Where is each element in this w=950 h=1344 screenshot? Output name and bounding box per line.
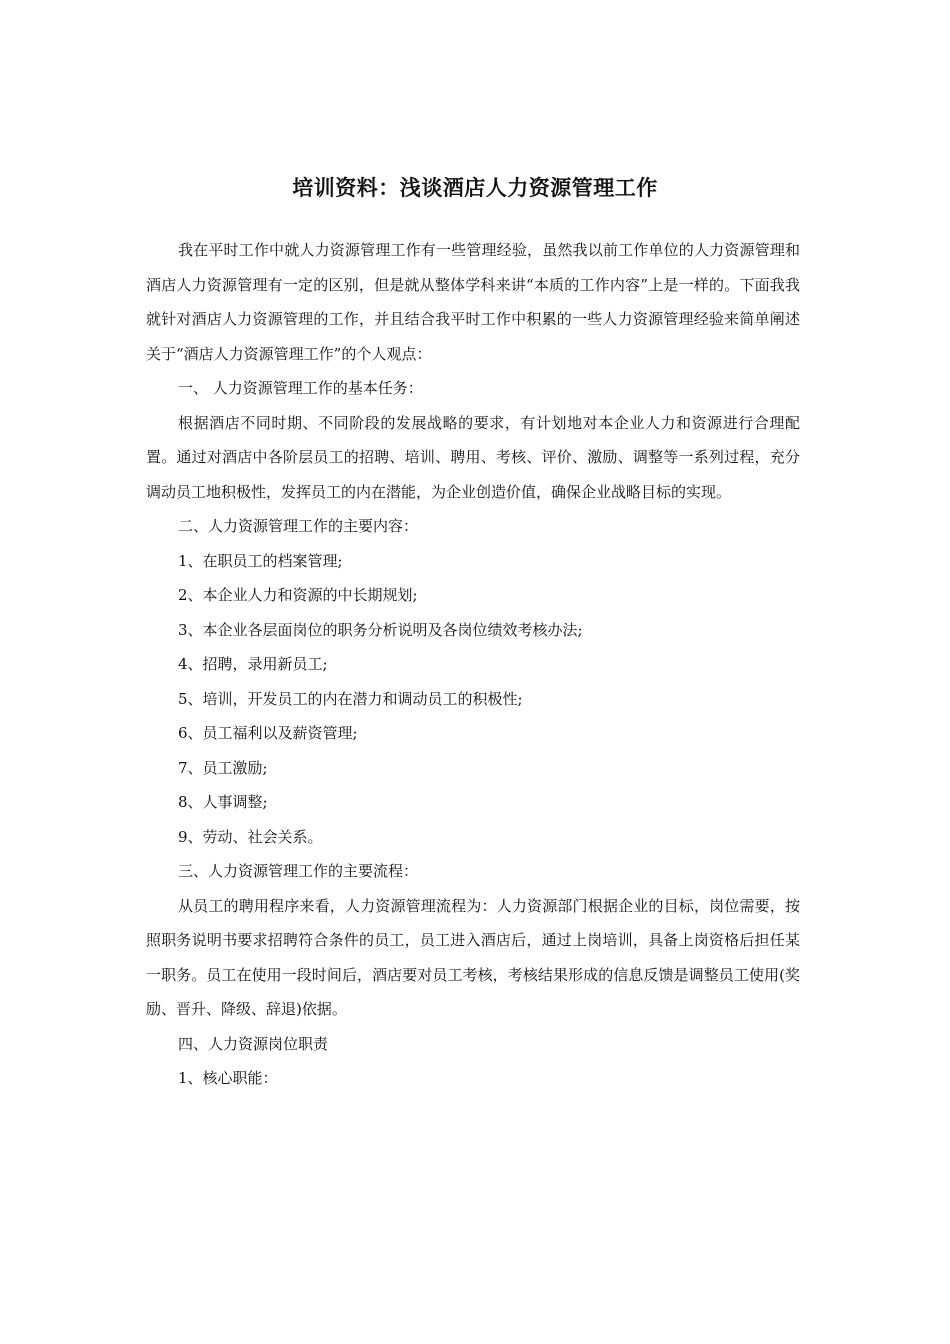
document-title: 培训资料：浅谈酒店人力资源管理工作 (292, 176, 658, 200)
section-heading-4: 四、人力资源岗位职责 (178, 1034, 329, 1053)
list-item: 1、在职员工的档案管理; (178, 551, 343, 570)
section-heading-2: 二、人力资源管理工作的主要内容： (178, 517, 419, 535)
list-item: 5、培训，开发员工的内在潜力和调动员工的积极性; (178, 689, 523, 708)
list-item: 8、人事调整; (178, 793, 268, 811)
section-3-paragraph: 从员工的聘用程序来看，人力资源管理流程为：人力资源部门根据企业的目标，岗位需要，按照职务说明书要求招聘符合条件的员工，员工进入酒店后，通过上岗培训，具备上岗资格后担任某一职务。员工在使用一段时间后，酒店要对员工考核，考核结果形成的信息反馈是调整员工使用(奖励、晋升、降级、辞退)依据。 (146, 896, 800, 1018)
list-item: 2、本企业人力和资源的中长期规划; (178, 586, 418, 604)
document-body (146, 233, 800, 1096)
list-item: 4、招聘，录用新员工; (178, 655, 328, 673)
intro-paragraph: 我在平时工作中就人力资源管理工作有一些管理经验，虽然我以前工作单位的人力资源管理和酒店人力资源管理有一定的区别，但是就从整体学科来讲“本质的工作内容”上是一样的。下面我我就针对酒店人力资源管理的工作，并且结合我平时工作中积累的一些人力资源管理经验来简单阐述关于“酒店人力资源管理工作”的个人观点： (146, 241, 800, 363)
list-item: 9、劳动、社会关系。 (178, 827, 323, 846)
list-item: 3、本企业各层面岗位的职务分析说明及各岗位绩效考核办法; (178, 620, 583, 639)
section-1-paragraph: 根据酒店不同时期、不同阶段的发展战略的要求，有计划地对本企业人力和资源进行合理配置。通过对酒店中各阶层员工的招聘、培训、聘用、考核、评价、激励、调整等一系列过程，充分调动员工地积极性，发挥员工的内在潜能，为企业创造价值，确保企业战略目标的实现。 (146, 413, 800, 501)
list-item: 6、员工福利以及薪资管理; (178, 724, 358, 742)
section-heading-1: 一、 人力资源管理工作的基本任务： (178, 379, 423, 397)
list-item: 1、核心职能： (178, 1069, 278, 1087)
list-item: 7、员工激励; (178, 758, 268, 777)
section-heading-3: 三、人力资源管理工作的主要流程： (178, 862, 419, 880)
